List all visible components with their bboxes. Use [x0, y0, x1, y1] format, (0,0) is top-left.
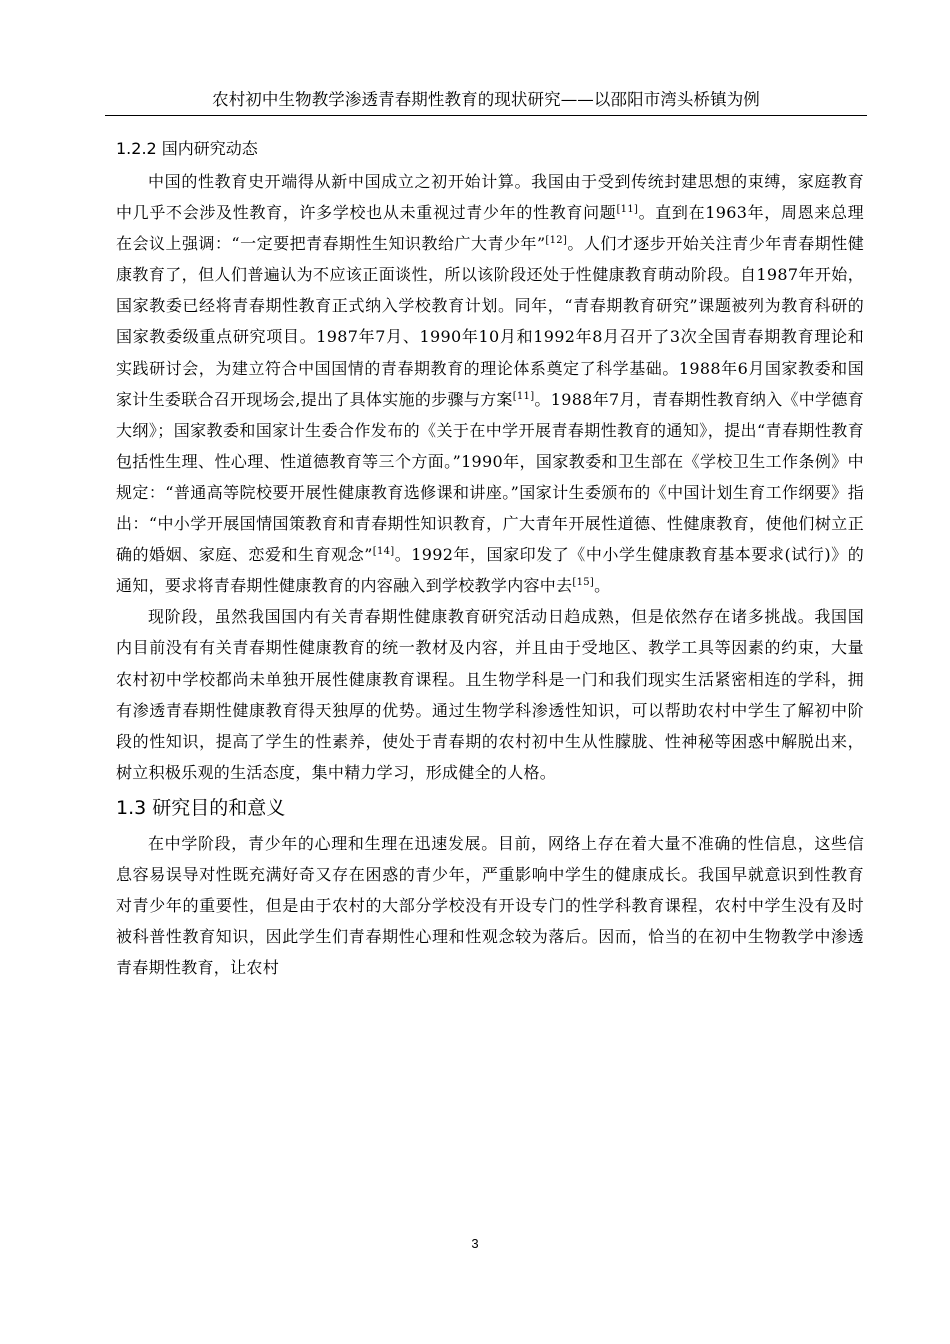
citation-ref: [11] — [512, 390, 535, 402]
citation-ref: [15] — [572, 577, 595, 589]
citation-ref: [12] — [545, 235, 568, 247]
paragraph-purpose-significance: 在中学阶段，青少年的心理和生理在迅速发展。目前，网络上存在着大量不准确的性信息，这些信息容易误导对性既充满好奇又存在困惑的青少年，严重影响中学生的健康成长。我国早就意识到性教育对青少年的重要性，但是由于农村的大部分学校没有开设专门的性学科教育课程，农村中学生没有及时被科普性教育知识，因此学生们青春期性心理和性观念较为落后。因而，恰当的在初中生物教学中渗透青春期性教育，让农村 — [116, 833, 864, 978]
citation-ref: [14] — [372, 546, 395, 558]
paragraph-current-challenges: 现阶段，虽然我国国内有关青春期性健康教育研究活动日趋成熟，但是依然存在诸多挑战。我国国内目前没有有关青春期性健康教育的统一教材及内容，并且由于受地区、教学工具等因素的约束，大量农村初中学校都尚未单独开展性健康教育课程。且生物学科是一门和我们现实生活紧密相连的学科，拥有渗透青春期性健康教育得天独厚的优势。通过生物学科渗透性知识，可以帮助农村中学生了解初中阶段的性知识，提高了学生的性素养，使处于青春期的农村初中生从性朦胧、性神秘等困惑中解脱出来，树立积极乐观的生活态度，集中精力学习，形成健全的人格。 — [116, 607, 864, 782]
section-heading-1-2-2: 1.2.2 国内研究动态 — [116, 139, 258, 158]
text-run: 。1988年7月，青春期性教育纳入《中学德育大纲》；国家教委和国家计生委合作发布的《关于在中学开展青春期性教育的通知》，提出“青春期性教育包括性生理、性心理、性道德教育等三个方面。”1990年，国家教委和卫生部在《学校卫生工作条例》中规定：“普通高等院校要开展性健康教育选修课和讲座。”国家计生委颁布的《中国计划生育工作纲要》指出：“中小学开展国情国策教育和青春期性知识教育，广大青年开展性道德、性健康教育，使他们树立正确的婚姻、家庭、恋爱和生育观念” — [116, 389, 864, 565]
running-header: 农村初中生物教学渗透青春期性教育的现状研究——以邵阳市湾头桥镇为例 — [105, 88, 867, 116]
citation-ref: [11] — [616, 204, 639, 216]
section-heading-1-3: 1.3 研究目的和意义 — [116, 796, 286, 819]
paragraph-domestic-history — [116, 166, 864, 601]
page-number: 3 — [471, 1236, 479, 1251]
text-run: 中国的性教育史开端得从新中国成立之初开始计算。我国由于受到传统封建思想的束缚，家庭教育中几乎不会涉及性教育，许多学校也从未重视过青少年的性教育问题 — [116, 172, 864, 223]
text-run: 。直到在1963年，周恩来总理在会议上强调：“一定要把青春期性生知识教给广大青少年” — [116, 203, 864, 254]
text-run: 。 — [594, 576, 611, 596]
body-content — [116, 132, 864, 983]
text-run: 。1992年，国家印发了《中小学生健康教育基本要求(试行)》的通知，要求将青春期性健康教育的内容融入到学校教学内容中去 — [116, 545, 864, 596]
text-run: 。人们才逐步开始关注青少年青春期性健康教育了，但人们普遍认为不应该正面谈性，所以该阶段还处于性健康教育萌动阶段。自1987年开始，国家教委已经将青春期性教育正式纳入学校教育计划。同年，“青春期教育研究”课题被列为教育科研的国家教委级重点研究项目。1987年7月、1990年10月和1992年8月召开了3次全国青春期教育理论和实践研讨会，为建立符合中国国情的青春期教育的理论体系奠定了科学基础。1988年6月国家教委和国家计生委联合召开现场会,提出了具体实施的步骤与方案 — [116, 234, 864, 409]
